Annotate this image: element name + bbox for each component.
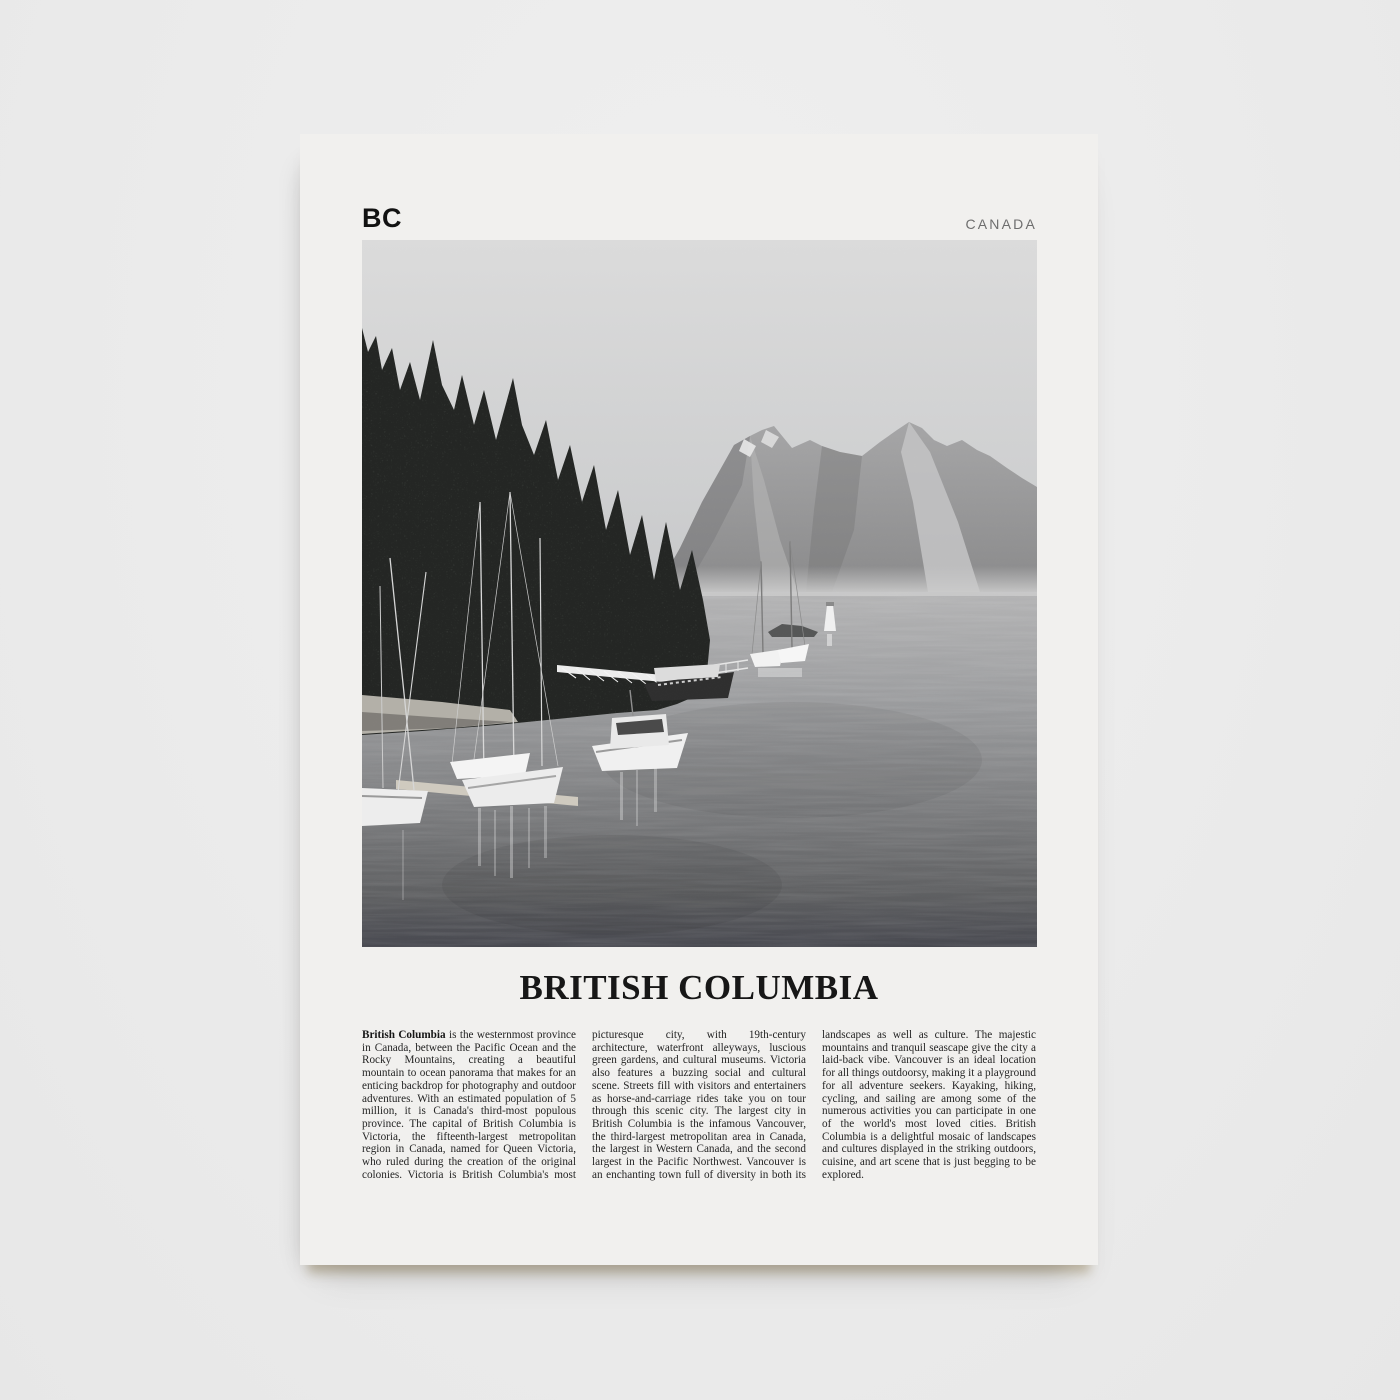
film-grain [362,240,1037,947]
poster-header [362,204,1037,232]
travel-poster [300,134,1098,1265]
region-code: BC [362,203,402,233]
body-text [362,1029,1036,1181]
body-copy: is the westernmost province in Canada, between the Pacific Ocean and the Rocky Mountains, creating a beautiful mountain to ocean panorama that makes for an enticing backdrop for photography and outdoor adventures. With an estimated population of 5 million, it is Canada's third-most populous province. The capital of British Columbia is Victoria, the fifteenth-largest metropolitan region in Canada, named for Queen Victoria, who ruled during the creation of the original colonies. Victoria is British Columbia's most picturesque city, with 19th-century architecture, waterfront alleyways, luscious green gardens, and cultural museums. Victoria also features a buzzing social and cultural scene. Streets fill with visitors and entertainers as horse-and-carriage rides take you on tour through this scenic city. The largest city in British Columbia is the infamous Vancouver, the third-largest metropolitan area in Canada, the largest in Western Canada, and the second largest in the Pacific Northwest. Vancouver is an enchanting town full of diversity in both its landscapes as well as culture. The majestic mountains and tranquil seascape give the city a laid-back vibe. Vancouver is an ideal location for all things outdoorsy, making it a playground for all adventure seekers. Kayaking, hiking, cycling, and sailing are among some of the numerous activities you can participate in one of the world's most loved cities. British Columbia is a delightful mosaic of landscapes and cultures displayed in the striking outdoors, cuisine, and art scene that is just begging to be explored. [362,1029,1036,1181]
harbor-photo [362,240,1037,947]
poster-title: BRITISH COLUMBIA [519,968,879,1007]
body-lead: British Columbia [362,1029,446,1041]
country-label: CANADA [965,215,1037,232]
harbor-photo-illustration [362,240,1037,947]
